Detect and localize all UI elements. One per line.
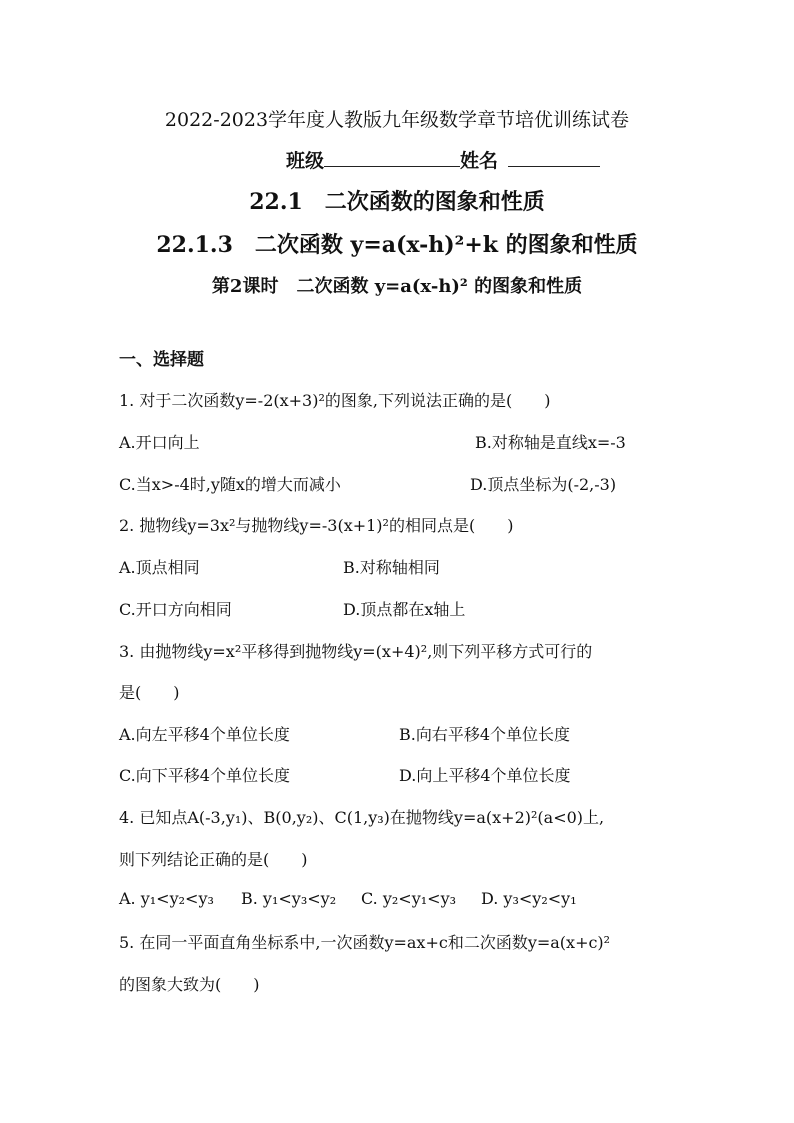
question-2-option-c: C.开口方向相同: [119, 600, 232, 619]
question-3-stem-line2: 是( ): [119, 683, 180, 702]
question-1-stem: 1. 对于二次函数y=-2(x+3)²的图象,下列说法正确的是( ): [119, 391, 551, 410]
question-5-stem-line1: 5. 在同一平面直角坐标系中,一次函数y=ax+c和二次函数y=a(x+c)²: [119, 933, 611, 952]
class-label: 班级: [286, 150, 325, 172]
question-3-option-c: C.向下平移4个单位长度: [119, 766, 290, 785]
question-5-stem-line2: 的图象大致为( ): [119, 975, 260, 994]
question-4-option-b: B. y₁<y₃<y₂: [241, 889, 337, 908]
question-2-option-b: B.对称轴相同: [343, 558, 440, 577]
class-name-line: [286, 146, 600, 173]
question-4-option-a: A. y₁<y₂<y₃: [119, 889, 214, 908]
question-1-option-b: B.对称轴是直线x=-3: [475, 433, 626, 452]
question-4-stem-line1: 4. 已知点A(-3,y₁)、B(0,y₂)、C(1,y₃)在抛物线y=a(x+2)²(a<0)上,: [119, 808, 605, 827]
question-1-option-d: D.顶点坐标为(-2,-3): [470, 475, 617, 494]
name-blank[interactable]: [508, 150, 600, 167]
class-blank[interactable]: [324, 150, 460, 167]
name-label: 姓名: [460, 150, 499, 172]
question-2-option-a: A.顶点相同: [119, 558, 200, 577]
question-4-stem-line2: 则下列结论正确的是( ): [119, 850, 308, 869]
subsection-heading: 22.1.3 二次函数 y=a(x-h)²+k 的图象和性质: [156, 232, 638, 258]
question-3-option-b: B.向右平移4个单位长度: [399, 725, 571, 744]
section-heading: 22.1 二次函数的图象和性质: [249, 189, 545, 215]
question-3-option-a: A.向左平移4个单位长度: [119, 725, 290, 744]
question-2-option-d: D.顶点都在x轴上: [343, 600, 466, 619]
exam-title: 2022-2023学年度人教版九年级数学章节培优训练试卷: [164, 109, 630, 131]
question-4-option-c: C. y₂<y₁<y₃: [361, 889, 457, 908]
question-2-stem: 2. 抛物线y=3x²与抛物线y=-3(x+1)²的相同点是( ): [119, 516, 514, 535]
question-3-option-d: D.向上平移4个单位长度: [399, 766, 571, 785]
question-1-option-c: C.当x>-4时,y随x的增大而减小: [119, 475, 341, 494]
question-1-option-a: A.开口向上: [119, 433, 200, 452]
lesson-heading: 第2课时 二次函数 y=a(x-h)² 的图象和性质: [211, 276, 583, 297]
question-4-option-d: D. y₃<y₂<y₁: [481, 889, 577, 908]
question-3-stem-line1: 3. 由抛物线y=x²平移得到抛物线y=(x+4)²,则下列平移方式可行的: [119, 642, 593, 661]
part-title: 一、选择题: [119, 350, 204, 370]
